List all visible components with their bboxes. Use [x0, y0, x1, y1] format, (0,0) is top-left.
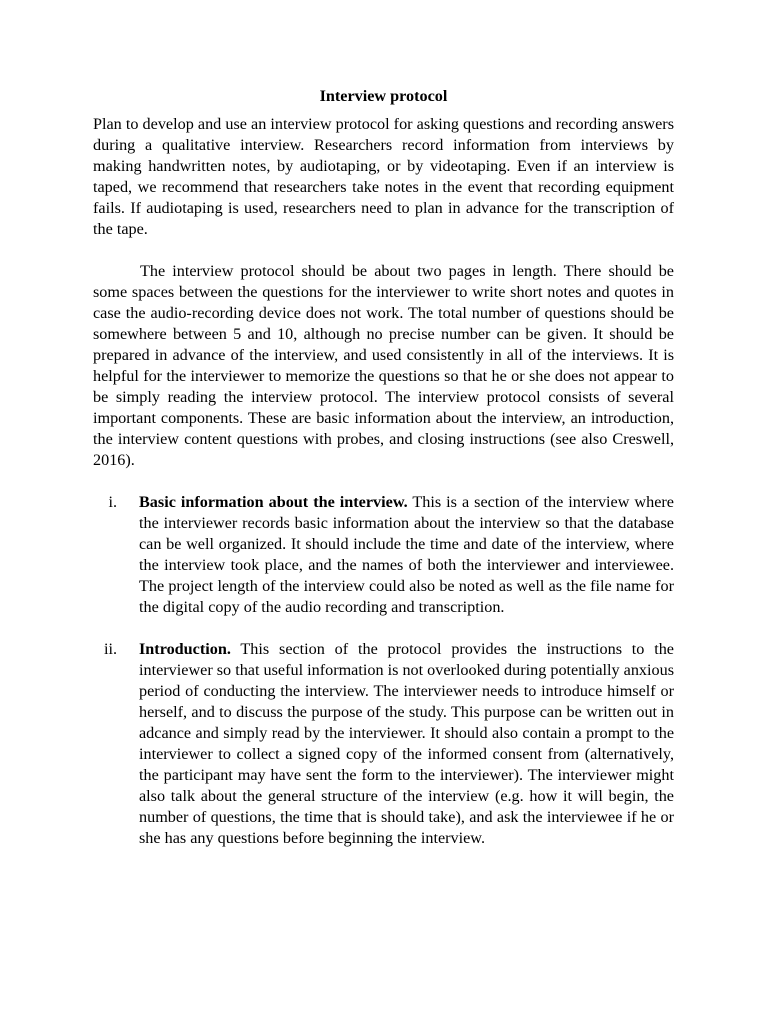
paragraph-protocol-length: The interview protocol should be about two pages in length. There should be some spaces between the questions for the interviewer to write short notes and quotes in case the audio-recording device does not work. The total number of questions should be somewhere between 5 and 10, although no precise number can be given. It should be prepared in advance of the interview, and used consistently in all of the interviews. It is helpful for the interviewer to memorize the questions so that he or she does not appear to be simply reading the interview protocol. The interview protocol consists of several important components. These are basic information about the interview, an introduction, the interview content questions with probes, and closing instructions (see also Creswell, 2016).	[93, 262, 674, 469]
list-item-text: This is a section of the interview where the interviewer records basic information about the interview so that the database can be well organized. It should include the time and date of the interview, where the interview took place, and the names of both the interviewer and interviewee. The project length of the interview could also be noted as well as the file name for the digital copy of the audio recording and transcription.	[139, 493, 674, 616]
list-number: ii.	[103, 640, 117, 658]
list-item-basic-information	[93, 492, 674, 618]
list-item-heading: Introduction.	[139, 640, 231, 658]
list-item-introduction	[93, 639, 674, 849]
document-title: Interview protocol	[319, 87, 448, 105]
document-page	[93, 86, 674, 870]
list-item-heading: Basic information about the interview.	[139, 493, 408, 511]
list-number: i.	[108, 493, 117, 511]
list-item-text: This section of the protocol provides the instructions to the interviewer so that useful information is not overlooked during potentially anxious period of conducting the interview. The interviewer needs to introduce himself or herself, and to discuss the purpose of the study. This purpose can be written out in adcance and simply read by the interviewer. It should also contain a prompt to the interviewer to collect a signed copy of the informed consent from (alternatively, the participant may have sent the form to the interviewer). The interviewer might also talk about the general structure of the interview (e.g. how it will begin, the number of questions, the time that is should take), and ask the interviewee if he or she has any questions before beginning the interview.	[139, 640, 674, 847]
paragraph-intro: Plan to develop and use an interview protocol for asking questions and recording answers during a qualitative interview. Researchers record information from interviews by making handwritten notes, by audiotaping, or by videotaping. Even if an interview is taped, we recommend that researchers take notes in the event that recording equipment fails. If audiotaping is used, researchers need to plan in advance for the transcription of the tape.	[93, 115, 674, 238]
